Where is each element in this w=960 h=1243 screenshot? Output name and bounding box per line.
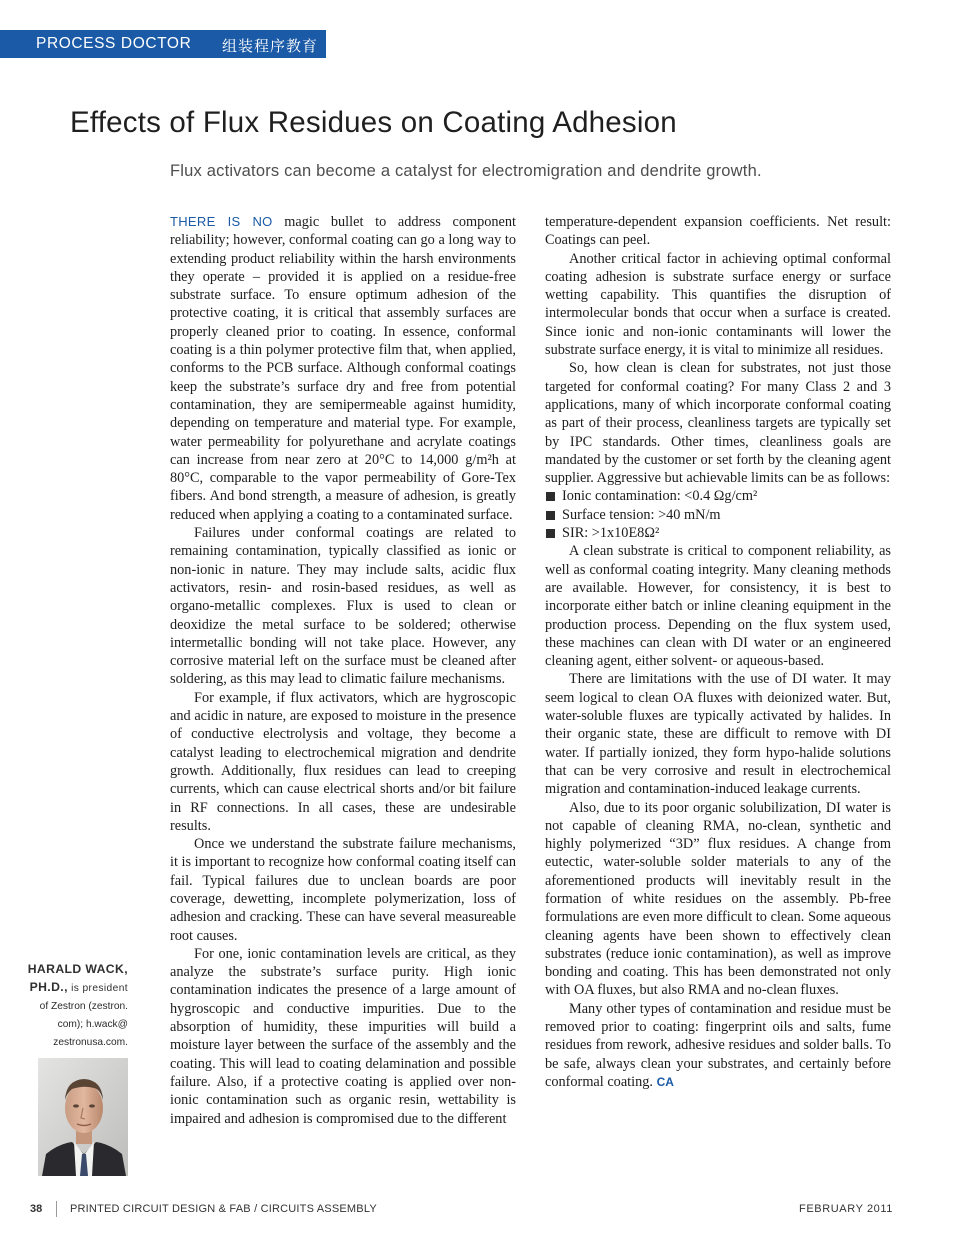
article-title: Effects of Flux Residues on Coating Adhesion: [70, 106, 677, 139]
department-label: PROCESS DOCTOR: [36, 35, 192, 52]
department-label-chinese: 组装程序教育: [222, 37, 319, 55]
body-paragraph: Also, due to its poor organic solubilization, DI water is not capable of cleaning RMA, no-clean, synthetic and highly polymerized “3D” flux residues. A change from eutectic, water-soluble solder materials to any of the aforementioned products will inevitably result in the formation of white residues on the assembly. Pb-free formulations are even more difficult to clean. Some aqueous cleaning agents have been shown to effectively clean substrates (reduce ionic contamination), as well as improve bonding and coating. This has been demonstrated not only with OA fluxes, but also RMA and no-clean fluxes.: [545, 799, 891, 999]
list-item: SIR: >1x10E8Ω²: [545, 524, 891, 542]
author-affiliation-line: zestronusa.com.: [53, 1037, 128, 1048]
lead-in: THERE IS NO: [170, 214, 273, 229]
page-number: 38: [30, 1203, 43, 1215]
author-headshot: [38, 1058, 128, 1176]
list-item: Surface tension: >40 mN/m: [545, 506, 891, 524]
footer-divider: [56, 1201, 57, 1217]
page-footer: [0, 1200, 960, 1220]
department-tag-bar: [0, 30, 326, 58]
text-column-left: [170, 213, 516, 1128]
body-paragraph: Another critical factor in achieving optimal conformal coating adhesion is substrate surface energy or surface wetting capability. This quantifies the disruption of intermolecular bonds that occur when a surface is created. Since ionic and non-ionic contaminants will lower the substrate surface energy, it is vital to minimize all residues.: [545, 250, 891, 359]
author-affiliation-line: com); h.wack@: [57, 1019, 128, 1030]
publication-name: PRINTED CIRCUIT DESIGN & FAB / CIRCUITS ASSEMBLY: [70, 1203, 377, 1215]
body-paragraph: Many other types of contamination and residue must be removed prior to coating: fingerprint oils and salts, fume residues from rework, adhesive residues and solder balls. To be safe, always clean your substrates, and certainly before conformal coating. CA: [545, 1000, 891, 1090]
body-paragraph: For example, if flux activators, which are hygroscopic and acidic in nature, are exposed to moisture in the presence of conductive electrolysis and voltage, they become a catalyst leading to electrochemical migration and dendrite growth. Additionally, flux residues can lead to creeping currents, which can cause electrical shorts and/or bit failure in RF connections. In all cases, these are undesirable results.: [170, 689, 516, 834]
text-column-right: [545, 213, 891, 1091]
list-item: Ionic contamination: <0.4 Ωg/cm²: [545, 487, 891, 505]
body-paragraph: A clean substrate is critical to component reliability, as well as conformal coating integrity. Many cleaning methods are available. However, for consistency, it is best to incorporate either batch or inline cleaning equipment in the production process. Depending on the flux system used, these machines can clean with DI water or an engineered cleaning agent, either solvent- or aqueous-based.: [545, 543, 891, 670]
portrait-illustration: [38, 1058, 128, 1176]
body-paragraph: So, how clean is clean for substrates, not just those targeted for conformal coating? For many Class 2 and 3 applications, many of which incorporate conformal coating as part of their process, cleanliness targets are typically set by IPC standards. Other times, cleanliness goals are mandated by the customer or set forth by the cleaning agent supplier. Aggressive but achievable limits can be as follows:: [545, 360, 891, 487]
issue-date: FEBRUARY 2011: [799, 1203, 894, 1215]
author-role: is president: [67, 983, 128, 994]
author-name: HARALD WACK,: [27, 962, 128, 976]
author-bio: [18, 960, 128, 1052]
body-paragraph: There are limitations with the use of DI water. It may seem logical to clean OA fluxes with deionized water. But, water-soluble fluxes are typically activated by halides. In their organic state, these are difficult to remove with DI water. If partially ionized, they form hypo-halide solutions that can be very corrosive and result in electrochemical migration and contamination-induced leakage currents.: [545, 671, 891, 798]
end-mark: CA: [656, 1074, 674, 1089]
body-paragraph: For one, ionic contamination levels are critical, as they analyze the substrate’s surface purity. High ionic contamination indicates the presence of a large amount of hygroscopic and conductive impurities. Due to the absorption of humidity, these impurities will build a moisture layer between the surface of the assembly and the coating. This will lead to coating delamination and possible failure. Also, if a protective coating is applied over non-ionic contamination such as organic resin, wettability is impaired and adhesion is compromised due to the different: [170, 945, 516, 1127]
body-paragraph: Failures under conformal coatings are related to remaining contamination, typically classified as ionic or non-ionic in nature. They may include salts, acidic flux activators, resin- and rosin-based residues, as well as organo-metallic complexes. Flux is used to clean or deoxidize the metal surface to be soldered; otherwise intermetallic bonding will not take place. However, any corrosive material left on the surface must be cleaned after soldering, as this may lead to climatic failure mechanisms.: [170, 525, 516, 688]
body-paragraph: Once we understand the substrate failure mechanisms, it is important to recognize how conformal coating itself can fail. Typical failures due to unclean boards are poor coverage, dewetting, incomplete polymerization, loss of adhesion and cracking. These can have several measureable root causes.: [170, 836, 516, 944]
cleanliness-limits-list: [545, 487, 891, 542]
article-subtitle: Flux activators can become a catalyst for electromigration and dendrite growth.: [170, 162, 762, 180]
body-paragraph: temperature-dependent expansion coefficients. Net result: Coatings can peel.: [545, 214, 891, 249]
author-credential: PH.D., is president: [29, 980, 128, 994]
author-affiliation-line: of Zestron (zestron.: [39, 1001, 128, 1012]
body-paragraph: THERE IS NO magic bullet to address component reliability; however, conformal coating can go a long way to extending product reliability within the harsh environments they operate – provided it is applied on a residue-free substrate surface. To ensure optimum adhesion of the protective coating, it is critical that assembly surfaces are properly cleaned prior to coating. In essence, conformal coating is a thin polymer protective film that, when applied, conforms to the PCB surface. Although conformal coatings keep the substrate’s surface dry and free from potential contamination, they are semipermeable against humidity, depending on temperature and material type. For example, water permeability for polyurethane and acrylate coatings can increase from near zero at 20°C to 14,000 g/m²h at 80°C, comparable to the vapor permeability of Gore-Tex fibers. And bond strength, a measure of adhesion, is greatly reduced when applying a coating to a contaminated surface.: [170, 214, 516, 523]
